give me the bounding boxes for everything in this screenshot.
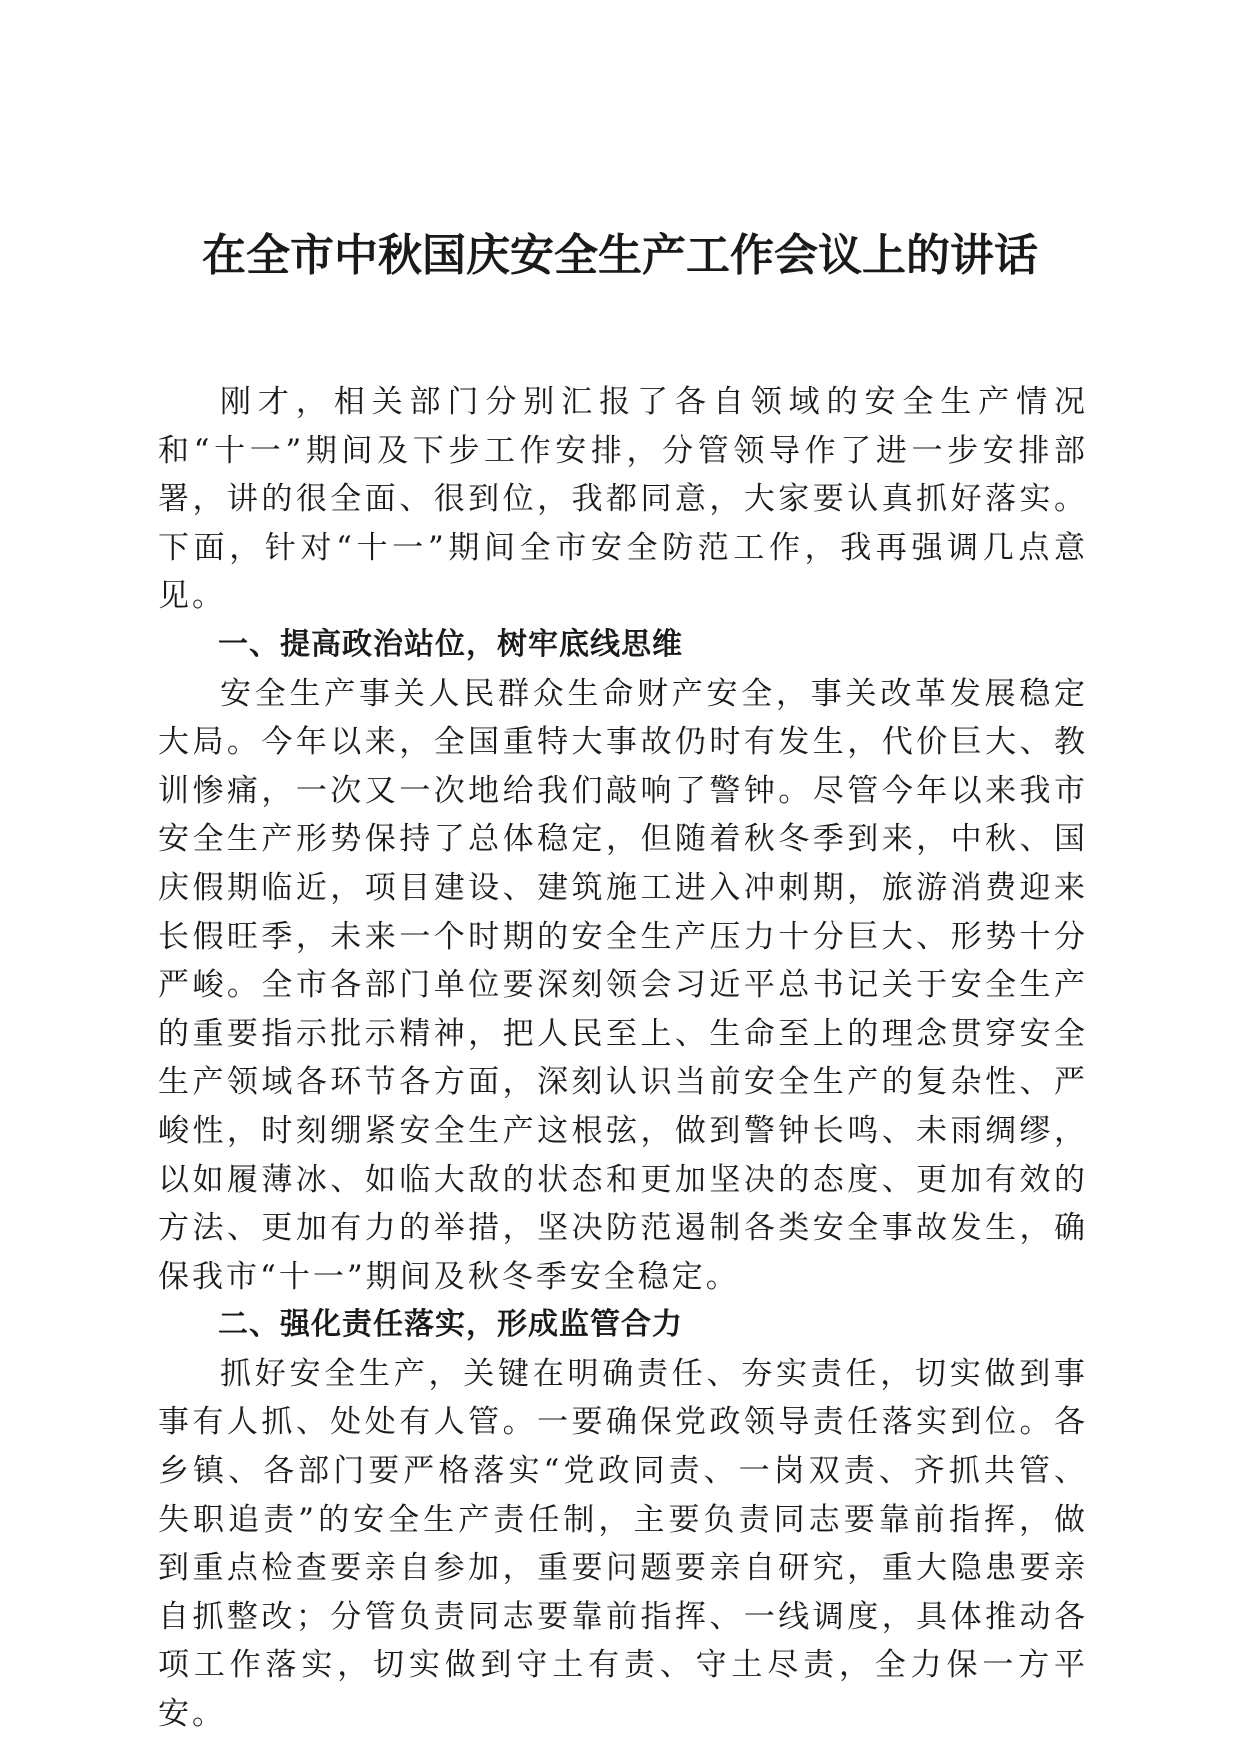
section-2-heading: 二、强化责任落实，形成监管合力 — [218, 1307, 683, 1343]
document-body — [158, 378, 1088, 1739]
section-2-paragraph: 抓好安全生产，关键在明确责任、夯实责任，切实做到事事有人抓、处处有人管。一要确保党政领导责任落实到位。各乡镇、各部门要严格落实“党政同责、一岗双责、齐抓共管、失职追责”的安全生产责任制，主要负责同志要靠前指挥，做到重点检查要亲自参加，重要问题要亲自研究，重大隐患要亲自抓整改；分管负责同志要靠前指挥、一线调度，具体推动各项工作落实，切实做到守土有责、守土尽责，全力保一方平安。 — [158, 1355, 1088, 1733]
section-1-paragraph: 安全生产事关人民群众生命财产安全，事关改革发展稳定大局。今年以来，全国重特大事故仍时有发生，代价巨大、教训惨痛，一次又一次地给我们敲响了警钟。尽管今年以来我市安全生产形势保持了总体稳定，但随着秋冬季到来，中秋、国庆假期临近，项目建设、建筑施工进入冲刺期，旅游消费迎来长假旺季，未来一个时期的安全生产压力十分巨大、形势十分严峻。全市各部门单位要深刻领会习近平总书记关于安全生产的重要指示批示精神，把人民至上、生命至上的理念贯穿安全生产领域各环节各方面，深刻认识当前安全生产的复杂性、严峻性，时刻绷紧安全生产这根弦，做到警钟长鸣、未雨绸缪，以如履薄冰、如临大敌的状态和更加坚决的态度、更加有效的方法、更加有力的举措，坚决防范遏制各类安全事故发生，确保我市“十一”期间及秋冬季安全稳定。 — [158, 675, 1088, 1295]
intro-paragraph: 刚才，相关部门分别汇报了各自领域的安全生产情况和“十一”期间及下步工作安排，分管领导作了进一步安排部署，讲的很全面、很到位，我都同意，大家要认真抓好落实。下面，针对“十一”期间全市安全防范工作，我再强调几点意见。 — [158, 384, 1088, 615]
document-title: 在全市中秋国庆安全生产工作会议上的讲话 — [202, 230, 1038, 281]
section-1-heading: 一、提高政治站位，树牢底线思维 — [218, 626, 683, 662]
